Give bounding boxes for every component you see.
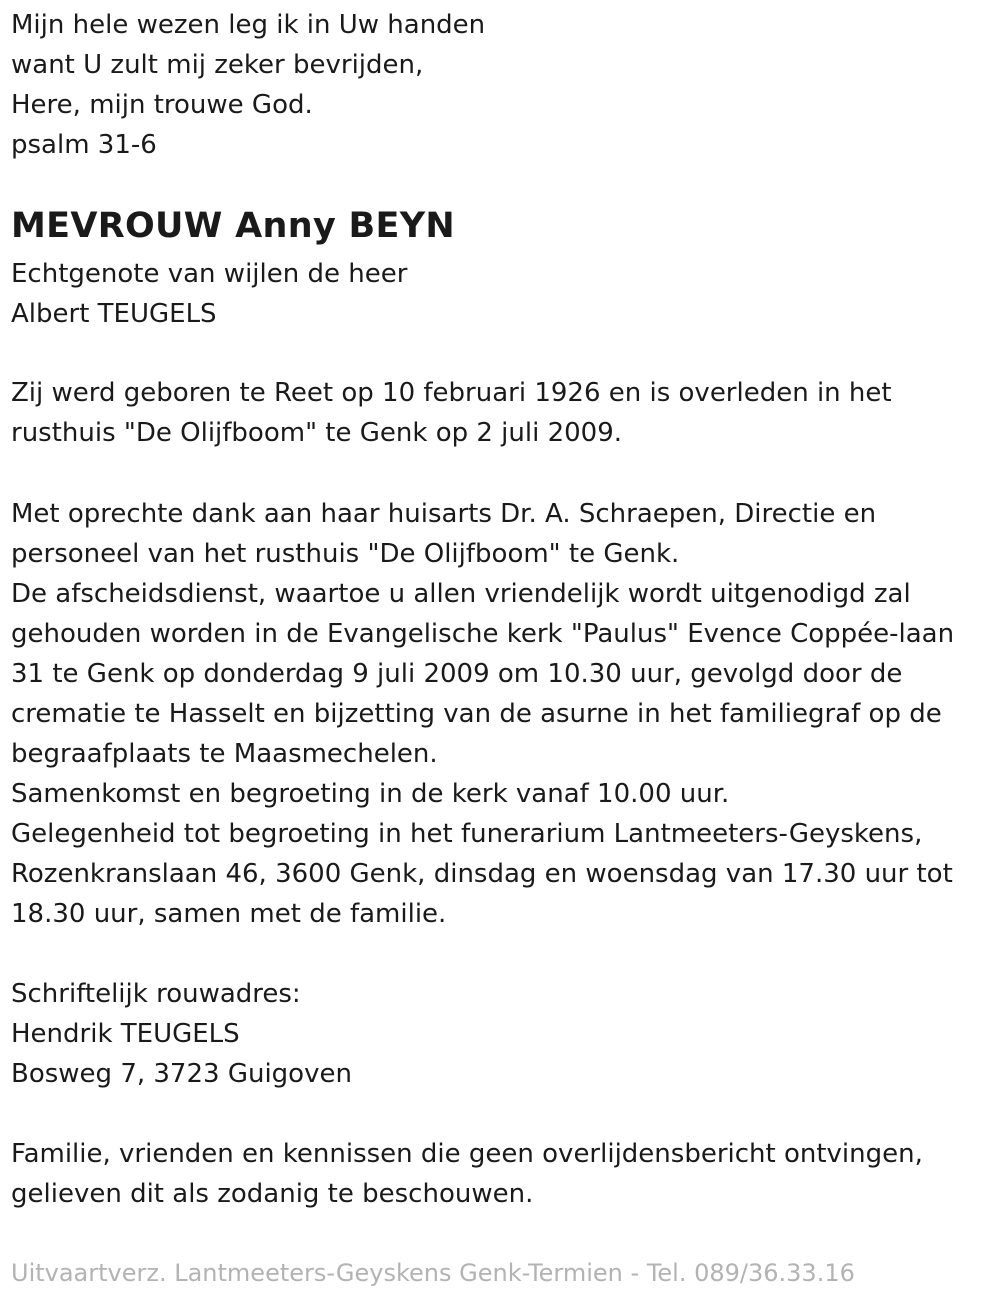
paragraph-line: gehouden worden in de Evangelische kerk "Paulus" Evence Coppée-laan [11,619,955,649]
birth-death-paragraph [11,373,892,453]
paragraph-line: gelieven dit als zodanig te beschouwen. [11,1179,534,1209]
address-name: Hendrik TEUGELS [11,1019,240,1049]
funeral-home-footer: Uitvaartverz. Lantmeeters-Geyskens Genk-Termien - Tel. 089/36.33.16 [11,1259,855,1287]
address-label: Schriftelijk rouwadres: [11,979,301,1009]
verse-line: want U zult mij zeker bevrijden, [11,50,424,80]
paragraph-line: Zij werd geboren te Reet op 10 februari 1926 en is overleden in het [11,378,892,408]
psalm-verse [11,5,485,165]
paragraph-line: 31 te Genk op donderdag 9 juli 2009 om 10.30 uur, gevolgd door de [11,659,903,689]
paragraph-line: Gelegenheid tot begroeting in het funerarium Lantmeeters-Geyskens, [11,819,923,849]
spouse-line: Echtgenote van wijlen de heer [11,259,408,289]
verse-reference: psalm 31-6 [11,130,157,160]
paragraph-line: begraafplaats te Maasmechelen. [11,739,438,769]
closing-note [11,1134,923,1214]
service-details-paragraph [11,494,954,934]
paragraph-line: personeel van het rusthuis "De Olijfboom" te Genk. [11,539,680,569]
paragraph-line: Samenkomst en begroeting in de kerk vanaf 10.00 uur. [11,779,730,809]
spouse-line: Albert TEUGELS [11,299,217,329]
paragraph-line: rusthuis "De Olijfboom" te Genk op 2 juli 2009. [11,418,623,448]
deceased-name: MEVROUW Anny BEYN [11,206,455,246]
paragraph-line: Met oprechte dank aan haar huisarts Dr. A. Schraepen, Directie en [11,499,877,529]
spouse-info [11,254,407,334]
paragraph-line: Familie, vrienden en kennissen die geen overlijdensbericht ontvingen, [11,1139,923,1169]
condolence-address [11,974,352,1094]
paragraph-line: Rozenkranslaan 46, 3600 Genk, dinsdag en woensdag van 17.30 uur tot [11,859,953,889]
address-street: Bosweg 7, 3723 Guigoven [11,1059,352,1089]
paragraph-line: De afscheidsdienst, waartoe u allen vriendelijk wordt uitgenodigd zal [11,579,911,609]
verse-line: Here, mijn trouwe God. [11,90,313,120]
verse-line: Mijn hele wezen leg ik in Uw handen [11,10,486,40]
paragraph-line: crematie te Hasselt en bijzetting van de asurne in het familiegraf op de [11,699,942,729]
paragraph-line: 18.30 uur, samen met de familie. [11,899,447,929]
